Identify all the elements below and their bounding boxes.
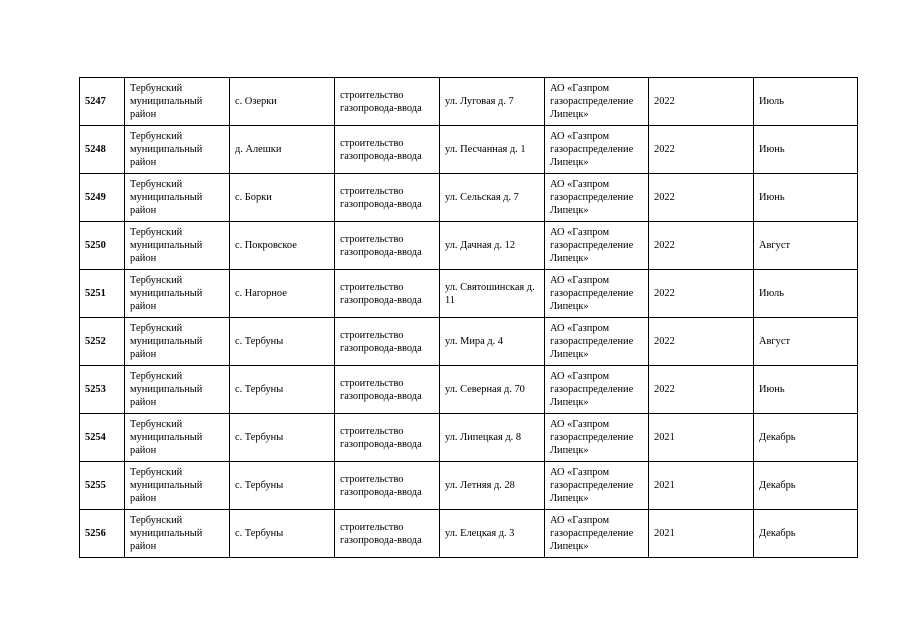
locality-cell <box>230 366 335 414</box>
work-cell <box>335 270 440 318</box>
address: ул. Липецкая д. 8 <box>445 432 522 443</box>
table-row <box>80 510 858 558</box>
locality-cell <box>230 222 335 270</box>
year: 2022 <box>654 240 675 251</box>
work-cell <box>335 126 440 174</box>
year-cell <box>649 510 754 558</box>
organization: АО «Газпром газораспределение Липецк» <box>550 179 634 216</box>
locality: с. Тербуны <box>235 480 284 491</box>
row-number: 5254 <box>85 432 106 443</box>
district-cell <box>125 126 230 174</box>
district: Тербунский муниципальный район <box>130 419 203 456</box>
locality: с. Озерки <box>235 96 277 107</box>
work-cell <box>335 78 440 126</box>
address-cell <box>440 462 545 510</box>
row-number-cell <box>80 222 125 270</box>
row-number-cell <box>80 414 125 462</box>
work-cell <box>335 510 440 558</box>
year-cell <box>649 270 754 318</box>
table-row <box>80 174 858 222</box>
locality-cell <box>230 318 335 366</box>
organization-cell <box>545 462 649 510</box>
district-cell <box>125 510 230 558</box>
table-row <box>80 270 858 318</box>
row-number: 5251 <box>85 288 106 299</box>
district-cell <box>125 222 230 270</box>
work-cell <box>335 366 440 414</box>
address: ул. Северная д. 70 <box>445 384 525 395</box>
month: Июнь <box>759 192 785 203</box>
work-type: строительство газопровода-ввода <box>340 137 422 162</box>
organization: АО «Газпром газораспределение Липецк» <box>550 467 634 504</box>
row-number-cell <box>80 510 125 558</box>
locality-cell <box>230 126 335 174</box>
district-cell <box>125 270 230 318</box>
district-cell <box>125 78 230 126</box>
locality: д. Алешки <box>235 144 282 155</box>
locality-cell <box>230 78 335 126</box>
row-number-cell <box>80 270 125 318</box>
work-cell <box>335 222 440 270</box>
month-cell <box>754 126 858 174</box>
year-cell <box>649 366 754 414</box>
district: Тербунский муниципальный район <box>130 323 203 360</box>
month: Июнь <box>759 384 785 395</box>
table-row <box>80 318 858 366</box>
work-cell <box>335 414 440 462</box>
year: 2022 <box>654 96 675 107</box>
organization: АО «Газпром газораспределение Липецк» <box>550 131 634 168</box>
locality-cell <box>230 510 335 558</box>
year-cell <box>649 462 754 510</box>
work-cell <box>335 318 440 366</box>
organization-cell <box>545 126 649 174</box>
address: ул. Мира д. 4 <box>445 336 504 347</box>
organization: АО «Газпром газораспределение Липецк» <box>550 323 634 360</box>
address: ул. Летняя д. 28 <box>445 480 515 491</box>
year-cell <box>649 174 754 222</box>
table-row <box>80 414 858 462</box>
district: Тербунский муниципальный район <box>130 467 203 504</box>
gasification-table <box>79 77 858 558</box>
address-cell <box>440 126 545 174</box>
locality-cell <box>230 414 335 462</box>
row-number-cell <box>80 366 125 414</box>
locality: с. Покровское <box>235 240 297 251</box>
year: 2022 <box>654 144 675 155</box>
work-type: строительство газопровода-ввода <box>340 425 422 450</box>
district: Тербунский муниципальный район <box>130 83 203 120</box>
row-number: 5249 <box>85 192 106 203</box>
year: 2021 <box>654 528 675 539</box>
month: Июль <box>759 288 784 299</box>
locality-cell <box>230 270 335 318</box>
month-cell <box>754 222 858 270</box>
table-row <box>80 222 858 270</box>
work-type: строительство газопровода-ввода <box>340 377 422 402</box>
organization: АО «Газпром газораспределение Липецк» <box>550 371 634 408</box>
row-number: 5252 <box>85 336 106 347</box>
table-row <box>80 78 858 126</box>
month: Август <box>759 240 791 251</box>
address: ул. Дачная д. 12 <box>445 240 516 251</box>
row-number: 5256 <box>85 528 106 539</box>
district: Тербунский муниципальный район <box>130 227 203 264</box>
work-type: строительство газопровода-ввода <box>340 233 422 258</box>
district: Тербунский муниципальный район <box>130 371 203 408</box>
locality: с. Тербуны <box>235 384 284 395</box>
address: ул. Елецкая д. 3 <box>445 528 515 539</box>
month-cell <box>754 414 858 462</box>
address-cell <box>440 174 545 222</box>
organization-cell <box>545 174 649 222</box>
row-number-cell <box>80 174 125 222</box>
district-cell <box>125 366 230 414</box>
organization-cell <box>545 414 649 462</box>
locality-cell <box>230 174 335 222</box>
month-cell <box>754 462 858 510</box>
work-type: строительство газопровода-ввода <box>340 89 422 114</box>
locality: с. Тербуны <box>235 336 284 347</box>
work-type: строительство газопровода-ввода <box>340 329 422 354</box>
locality: с. Тербуны <box>235 432 284 443</box>
table-row <box>80 126 858 174</box>
month-cell <box>754 366 858 414</box>
address-cell <box>440 270 545 318</box>
year: 2022 <box>654 336 675 347</box>
month: Август <box>759 336 791 347</box>
organization-cell <box>545 270 649 318</box>
month-cell <box>754 78 858 126</box>
locality-cell <box>230 462 335 510</box>
month: Декабрь <box>759 432 796 443</box>
month-cell <box>754 270 858 318</box>
locality: с. Нагорное <box>235 288 287 299</box>
district-cell <box>125 318 230 366</box>
row-number: 5253 <box>85 384 106 395</box>
work-type: строительство газопровода-ввода <box>340 185 422 210</box>
month: Декабрь <box>759 480 796 491</box>
district: Тербунский муниципальный район <box>130 515 203 552</box>
address: ул. Сельская д. 7 <box>445 192 519 203</box>
month: Декабрь <box>759 528 796 539</box>
address-cell <box>440 78 545 126</box>
address: ул. Святошинская д. 11 <box>445 281 535 306</box>
organization: АО «Газпром газораспределение Липецк» <box>550 419 634 456</box>
year-cell <box>649 318 754 366</box>
year: 2021 <box>654 480 675 491</box>
work-type: строительство газопровода-ввода <box>340 521 422 546</box>
month-cell <box>754 318 858 366</box>
table-row <box>80 462 858 510</box>
address: ул. Луговая д. 7 <box>445 96 514 107</box>
organization: АО «Газпром газораспределение Липецк» <box>550 515 634 552</box>
row-number-cell <box>80 318 125 366</box>
work-type: строительство газопровода-ввода <box>340 473 422 498</box>
locality: с. Борки <box>235 192 272 203</box>
address-cell <box>440 318 545 366</box>
district: Тербунский муниципальный район <box>130 131 203 168</box>
year-cell <box>649 78 754 126</box>
organization-cell <box>545 222 649 270</box>
year-cell <box>649 222 754 270</box>
row-number-cell <box>80 462 125 510</box>
year: 2022 <box>654 384 675 395</box>
district-cell <box>125 414 230 462</box>
address-cell <box>440 510 545 558</box>
district-cell <box>125 174 230 222</box>
work-cell <box>335 462 440 510</box>
address-cell <box>440 414 545 462</box>
year-cell <box>649 414 754 462</box>
month: Июнь <box>759 144 785 155</box>
year: 2022 <box>654 288 675 299</box>
district: Тербунский муниципальный район <box>130 179 203 216</box>
organization: АО «Газпром газораспределение Липецк» <box>550 275 634 312</box>
month: Июль <box>759 96 784 107</box>
work-cell <box>335 174 440 222</box>
row-number: 5250 <box>85 240 106 251</box>
address-cell <box>440 366 545 414</box>
organization-cell <box>545 510 649 558</box>
row-number-cell <box>80 78 125 126</box>
year-cell <box>649 126 754 174</box>
year: 2021 <box>654 432 675 443</box>
organization: АО «Газпром газораспределение Липецк» <box>550 83 634 120</box>
row-number: 5248 <box>85 144 106 155</box>
table-body <box>80 78 858 558</box>
row-number: 5247 <box>85 96 106 107</box>
organization-cell <box>545 318 649 366</box>
row-number-cell <box>80 126 125 174</box>
locality: с. Тербуны <box>235 528 284 539</box>
district-cell <box>125 462 230 510</box>
organization-cell <box>545 366 649 414</box>
row-number: 5255 <box>85 480 106 491</box>
district: Тербунский муниципальный район <box>130 275 203 312</box>
table-row <box>80 366 858 414</box>
address: ул. Песчанная д. 1 <box>445 144 526 155</box>
month-cell <box>754 510 858 558</box>
work-type: строительство газопровода-ввода <box>340 281 422 306</box>
month-cell <box>754 174 858 222</box>
organization: АО «Газпром газораспределение Липецк» <box>550 227 634 264</box>
year: 2022 <box>654 192 675 203</box>
address-cell <box>440 222 545 270</box>
organization-cell <box>545 78 649 126</box>
